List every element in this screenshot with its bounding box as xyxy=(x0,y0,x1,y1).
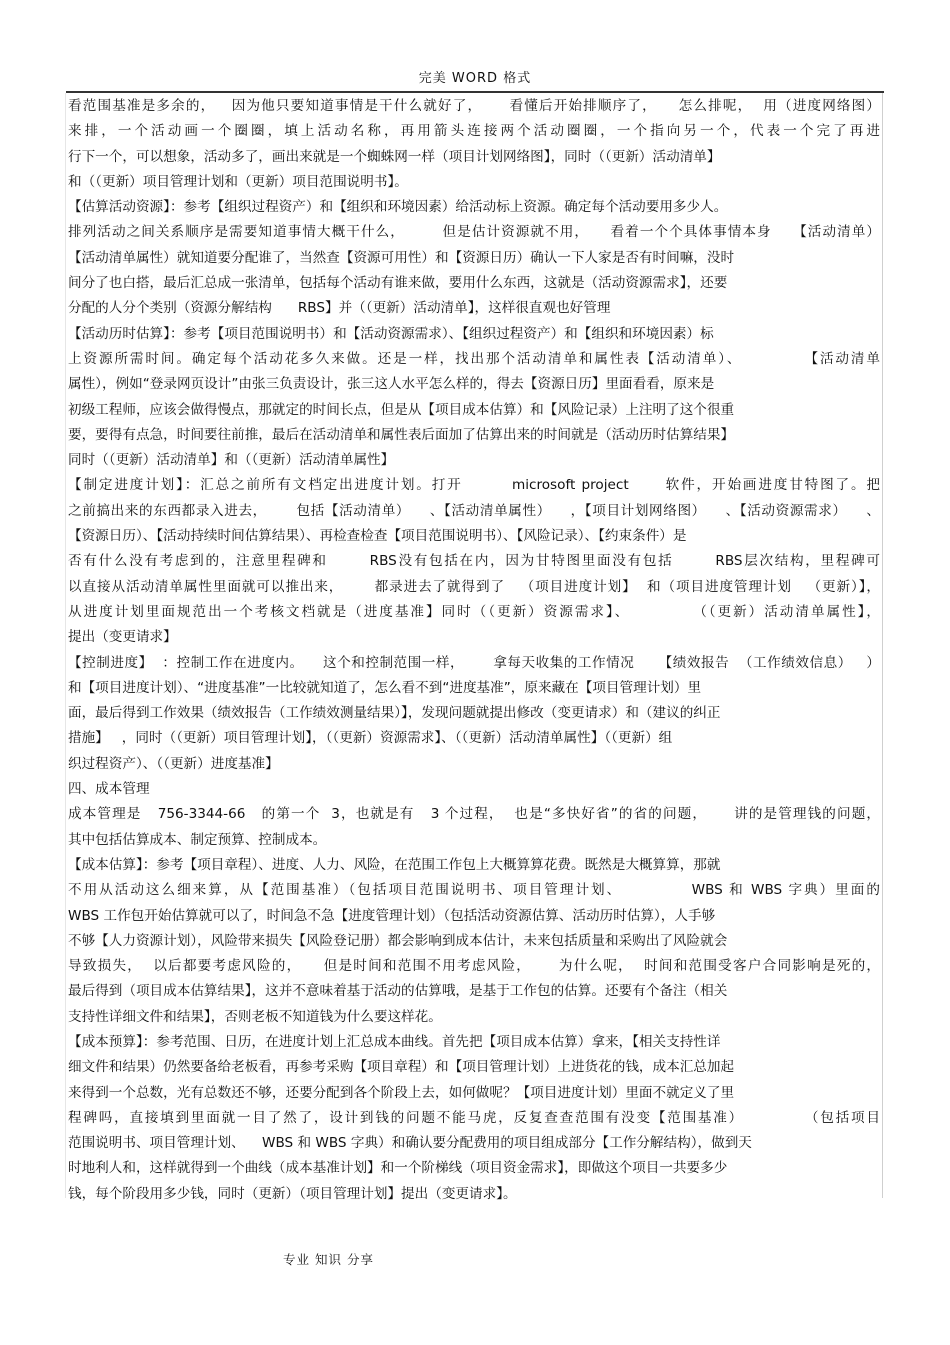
document-body xyxy=(68,94,880,1207)
left-margin-rule xyxy=(65,93,66,1198)
text-line: 上资源所需时间。确定每个活动花多久来做。还是一样，找出那个活动清单和属性表【活动清单）、 【活动清单 xyxy=(68,350,880,367)
text-line: 看范围基准是多余的， 因为他只要知道事情是干什么就好了， 看懂后开始排顺序了， 怎么排呢， 用（进度网络图） xyxy=(68,98,880,114)
text-line: 和（（更新）项目管理计划和（更新）项目范围说明书】。 xyxy=(68,173,408,190)
text-line: 来得到一个总数，光有总数还不够，还要分配到各个阶段上去，如何做呢？【项目进度计划）里面不就定义了里 xyxy=(68,1084,735,1101)
text-line: 不用从活动这么细来算，从【范围基准）（包括项目范围说明书、项目管理计划、 WBS 和 WBS 字典）里面的 xyxy=(68,882,880,899)
text-line: 织过程资产）、（（更新）进度基准】 xyxy=(68,755,279,772)
text-line: 以直接从活动清单属性里面就可以推出来， 都录进去了就得到了 （项目进度计划】 和（项目进度管理计划 （更新）】， xyxy=(68,578,880,595)
text-line: 提出（变更请求】 xyxy=(68,629,177,646)
text-line: 间分了也白搭，最后汇总成一张清单，包括每个活动有谁来做，要用什么东西，这就是（活动资源需求】，还要 xyxy=(68,275,728,292)
text-line: 不够【人力资源计划），风险带来损失【风险登记册）都会影响到成本估计，未来包括质量和采购出了风险就会 xyxy=(68,932,728,949)
text-line: 四、成本管理 xyxy=(68,781,150,798)
text-line: 【资源日历）、【活动持续时间估算结果）、再检查检查【项目范围说明书）、【风险记录）、【约束条件）是 xyxy=(68,528,687,545)
page-header: 完美 WORD 格式 xyxy=(418,71,532,86)
text-line: 行下一个，可以想象，活动多了，画出来就是一个蜘蛛网一样（项目计划网络图】，同时（（更新）活动清单】 xyxy=(68,148,721,165)
text-line: 【成本预算】：参考范围、日历，在进度计划上汇总成本曲线。首先把【项目成本估算）拿来，【相关支持性详 xyxy=(68,1033,721,1050)
text-line: 要，要得有点急，时间要往前推，最后在活动清单和属性表后面加了估算出来的时间就是（活动历时估算结果】 xyxy=(68,426,735,443)
page-footer: 专业 知识 分享 xyxy=(283,1252,374,1267)
text-line: 分配的人分个类别（资源分解结构 RBS】并（（更新）活动清单】，这样很直观也好管理 xyxy=(68,300,611,317)
text-line: 来排，一个活动画一个圈圈，填上活动名称，再用箭头连接两个活动圈圈，一个指向另一个，代表一个完了再进 xyxy=(68,123,880,140)
text-line: 【估算活动资源】：参考【组织过程资产）和【组织和环境因素）给活动标上资源。确定每个活动要用多少人。 xyxy=(68,199,728,216)
text-line: 否有什么没有考虑到的，注意里程碑和 RBS没有包括在内，因为甘特图里面没有包括 RBS层次结构，里程碑可 xyxy=(68,553,880,570)
text-line: 从进度计划里面规范出一个考核文档就是（进度基准】同时（（更新）资源需求】、 （（更新）活动清单属性】， xyxy=(68,603,880,620)
text-line: 【活动清单属性）就知道要分配谁了，当然查【资源可用性）和【资源日历）确认一下人家是否有时间嘛，没时 xyxy=(68,249,735,266)
text-line: 程碑吗，直接填到里面就一目了然了，设计到钱的问题不能马虎，反复查查范围有没变【范围基准） （包括项目 xyxy=(68,1109,880,1126)
text-line: 最后得到（项目成本估算结果】，这并不意味着基于活动的估算哦，是基于工作包的估算。还要有个备注（相关 xyxy=(68,983,728,1000)
text-line: WBS 工作包开始估算就可以了，时间急不急【进度管理计划）（包括活动资源估算、活动历时估算），人手够 xyxy=(68,907,716,924)
text-line: 范围说明书、项目管理计划、 WBS 和 WBS 字典）和确认要分配费用的项目组成部分【工作分解结构），做到天 xyxy=(68,1135,752,1152)
text-line: 面，最后得到工作效果（绩效报告（工作绩效测量结果）】，发现问题就提出修改（变更请求）和（建议的纠正 xyxy=(68,705,721,722)
text-line: 初级工程师，应该会做得慢点，那就定的时间长点，但是从【项目成本估算）和【风险记录）上注明了这个很重 xyxy=(68,401,735,418)
right-margin-rule xyxy=(882,93,883,1198)
text-line: 同时（（更新）活动清单】和（（更新）活动清单属性】 xyxy=(68,452,395,469)
text-line: 时地利人和，这样就得到一个曲线（成本基准计划】和一个阶梯线（项目资金需求】，即做这个项目一共要多少 xyxy=(68,1160,728,1177)
text-line: 细文件和结果）仍然要备给老板看，再参考采购【项目章程）和【项目管理计划）上进货花的钱，成本汇总加起 xyxy=(68,1059,735,1076)
text-line: 其中包括估算成本、制定预算、控制成本。 xyxy=(68,831,327,848)
header-rule xyxy=(66,91,884,93)
text-line: 【成本估算】：参考【项目章程）、进度、人力、风险，在范围工作包上大概算算花费。既然是大概算算，那就 xyxy=(68,856,721,873)
text-line: 【控制进度】 ：控制工作在进度内。 这个和控制范围一样， 拿每天收集的工作情况 【绩效报告 （工作绩效信息） ） xyxy=(68,654,880,671)
text-line: 属性），例如“登录网页设计”由张三负责设计，张三这人水平怎么样的，得去【资源日历】里面看看，原来是 xyxy=(68,376,715,393)
text-line: 和【项目进度计划）、“进度基准”一比较就知道了，怎么看不到“进度基准”，原来藏在【项目管理计划）里 xyxy=(68,679,702,696)
text-line: 之前搞出来的东西都录入进去， 包括【活动清单） 、【活动清单属性） ，【项目计划网络图） 、【活动资源需求） 、 xyxy=(68,502,880,519)
text-line: 措施】 ，同时（（更新）项目管理计划】，（（更新）资源需求】、（（更新）活动清单属性】（（更新）组 xyxy=(68,730,673,747)
text-line: 钱，每个阶段用多少钱，同时（更新）（项目管理计划】提出（变更请求】。 xyxy=(68,1185,517,1202)
text-line: 支持性详细文件和结果】，否则老板不知道钱为什么要这样花。 xyxy=(68,1008,442,1025)
text-line: 排列活动之间关系顺序是需要知道事情大概干什么， 但是估计资源就不用， 看着一个个具体事情本身 【活动清单） xyxy=(68,224,880,241)
text-line: 【制定进度计划】：汇总之前所有文档定出进度计划。打开 microsoft project 软件，开始画进度甘特图了。把 xyxy=(68,477,880,494)
text-line: 导致损失， 以后都要考虑风险的， 但是时间和范围不用考虑风险， 为什么呢， 时间和范围受客户合同影响是死的， xyxy=(68,958,880,975)
text-line: 【活动历时估算】：参考【项目范围说明书）和【活动资源需求）、【组织过程资产）和【组织和环境因素）标 xyxy=(68,325,714,342)
text-line: 成本管理是 756-3344-66 的第一个 3，也就是有 3 个过程， 也是“多快好省”的省的问题， 讲的是管理钱的问题， xyxy=(68,806,880,823)
